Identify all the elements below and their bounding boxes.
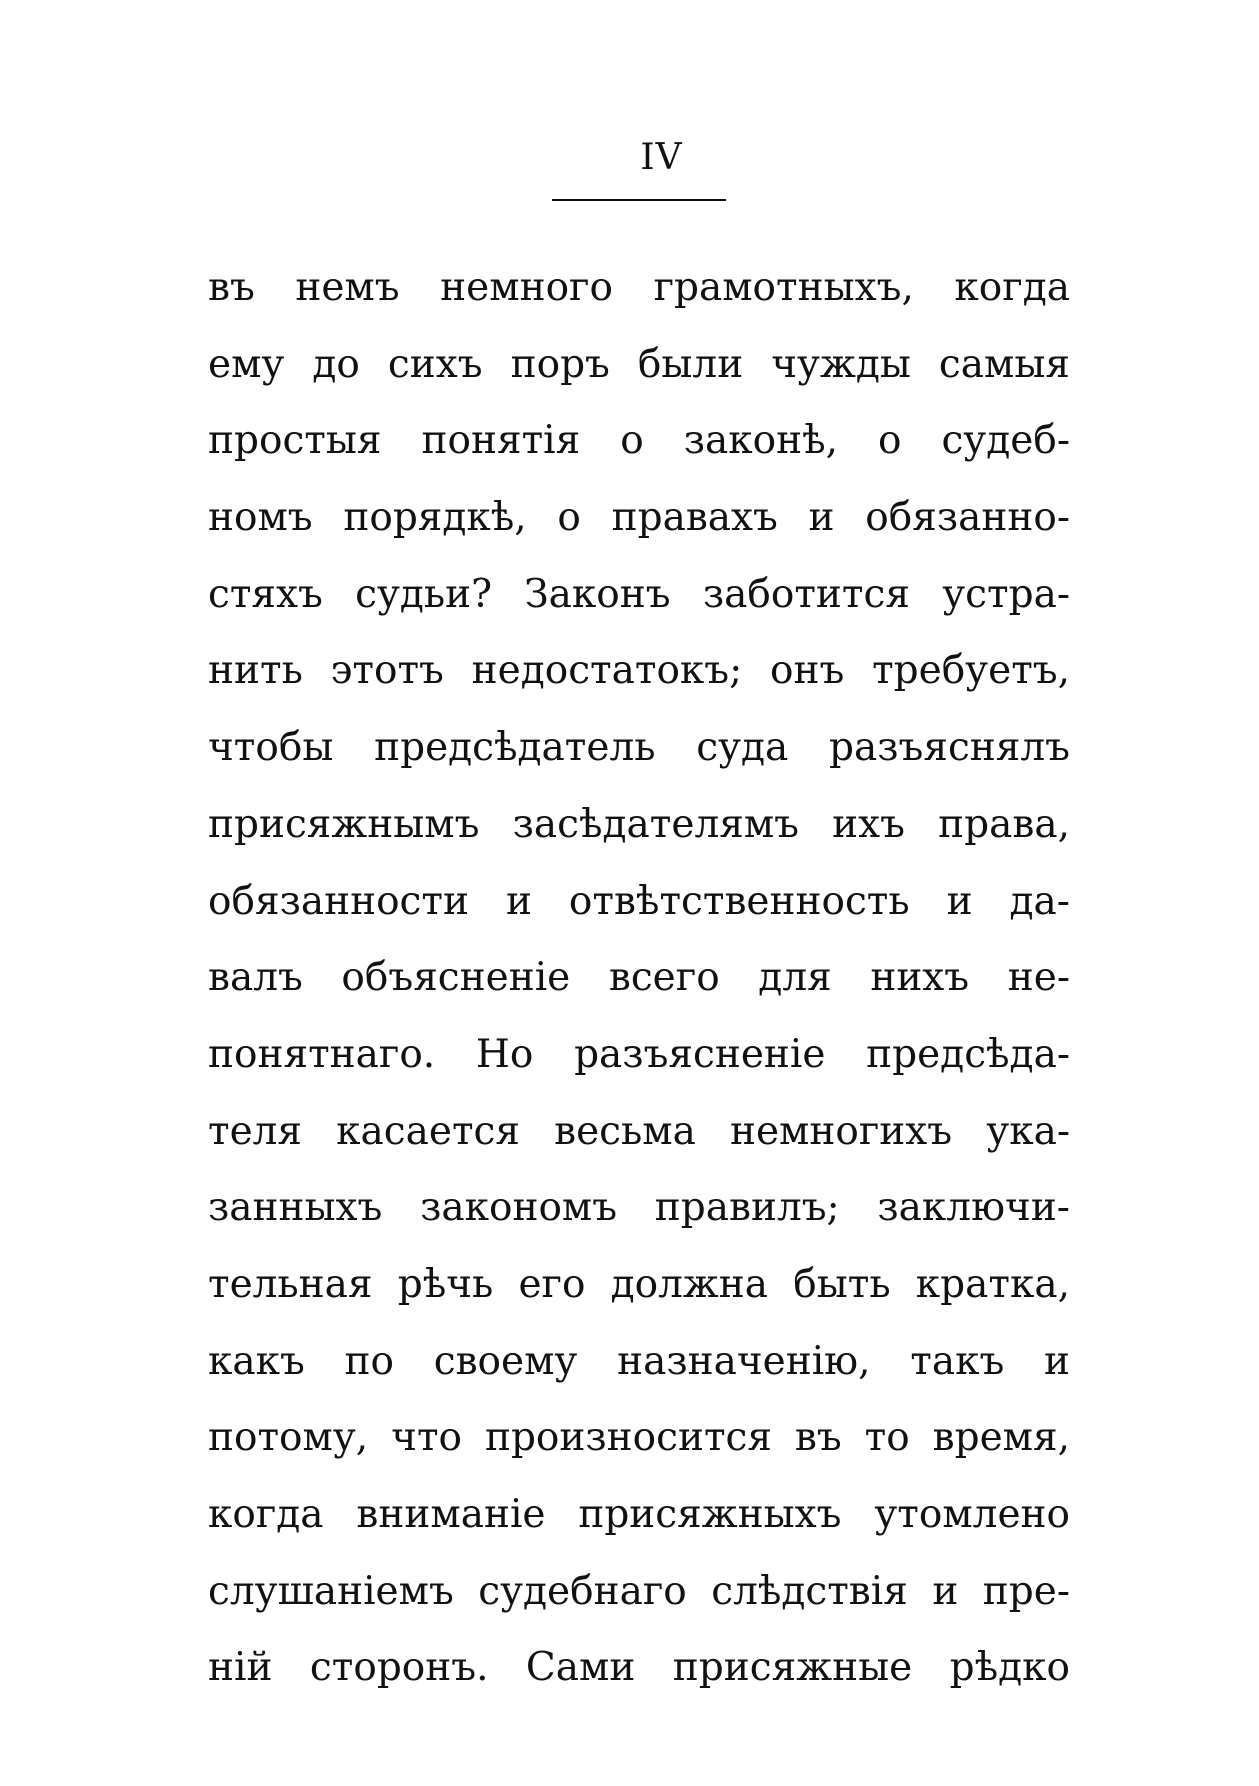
text-line: нить этотъ недостатокъ; онъ требуетъ, [208,648,1070,694]
body-text [208,250,1070,1707]
text-line: теля касается весьма немногихъ ука- [208,1108,1070,1154]
text-line: обязанности и отвѣтственность и да- [208,878,1070,924]
text-line: въ немъ немного грамотныхъ, когда [208,265,1070,310]
text-line: ній сторонъ. Сами присяжные рѣдко [208,1645,1070,1691]
text-line: стяхъ судьи? Законъ заботится устра- [208,571,1070,617]
text-line: слушаніемъ судебнаго слѣдствія и пре- [208,1568,1070,1614]
text-line: номъ порядкѣ, о правахъ и обязанно- [208,495,1070,541]
page-number: IV [640,137,683,178]
text-line: ему до сихъ поръ были чужды самыя [208,341,1070,387]
text-line: какъ по своему назначенію, такъ и [208,1338,1070,1384]
text-line: потому, что произносится въ то время, [208,1415,1070,1461]
text-line: понятнаго. Но разъясненіе предсѣда- [208,1031,1070,1077]
text-line: валъ объясненіе всего для нихъ не- [208,955,1070,1001]
text-line: чтобы предсѣдатель суда разъяснялъ [208,725,1070,771]
text-line: когда вниманіе присяжныхъ утомлено [208,1492,1070,1537]
text-line: тельная рѣчь его должна быть кратка, [208,1261,1070,1307]
header-rule [552,199,726,201]
text-line: присяжнымъ засѣдателямъ ихъ права, [208,801,1070,847]
text-line: занныхъ закономъ правилъ; заключи- [208,1185,1070,1231]
page-header [0,138,1259,178]
text-line: простыя понятія о законѣ, о судеб- [208,418,1070,464]
